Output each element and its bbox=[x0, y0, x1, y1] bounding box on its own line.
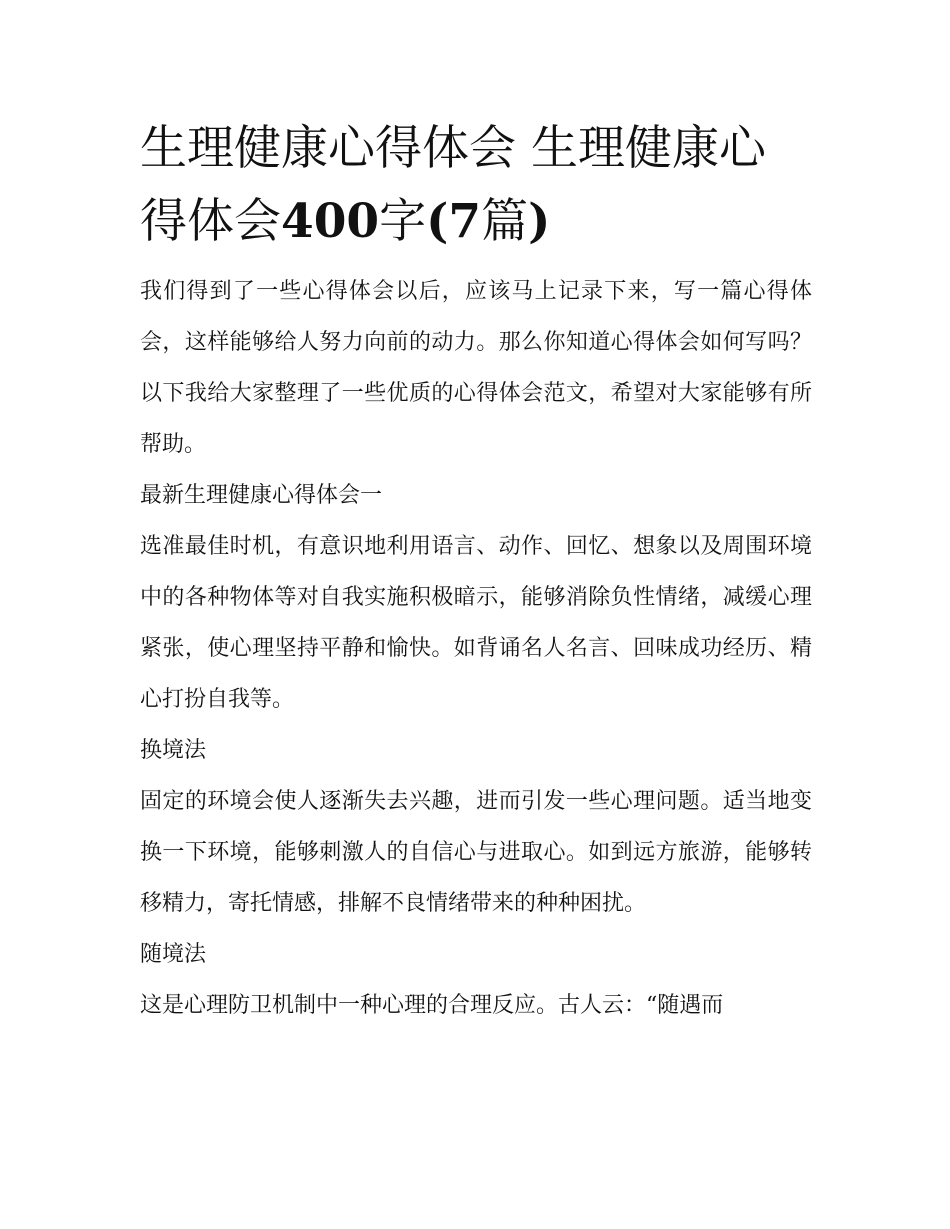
document-page bbox=[140, 112, 812, 1031]
section-paragraph-2: 固定的环境会使人逐渐失去兴趣，进而引发一些心理问题。适当地变换一下环境，能够刺激人的自信心与进取心。如到远方旅游，能够转移精力，寄托情感，排解不良情绪带来的种种困扰。 bbox=[140, 789, 812, 916]
section-paragraph-3: 这是心理防卫机制中一种心理的合理反应。古人云：“随遇而 bbox=[140, 993, 724, 1018]
section-paragraph-1: 选准最佳时机，有意识地利用语言、动作、回忆、想象以及周围环境中的各种物体等对自我实施积极暗示，能够消除负性情绪，减缓心理紧张，使心理坚持平静和愉快。如背诵名人名言、回味成功经历、精心打扮自我等。 bbox=[140, 534, 812, 712]
section-heading-1: 最新生理健康心得体会一 bbox=[140, 483, 383, 508]
intro-paragraph: 我们得到了一些心得体会以后，应该马上记录下来，写一篇心得体会，这样能够给人努力向前的动力。那么你知道心得体会如何写吗？以下我给大家整理了一些优质的心得体会范文，希望对大家能够有所帮助。 bbox=[140, 279, 812, 457]
document-title: 生理健康心得体会 生理健康心得体会400字(7篇) bbox=[140, 121, 766, 249]
section-heading-2: 换境法 bbox=[140, 738, 207, 763]
section-heading-3: 随境法 bbox=[140, 942, 207, 967]
